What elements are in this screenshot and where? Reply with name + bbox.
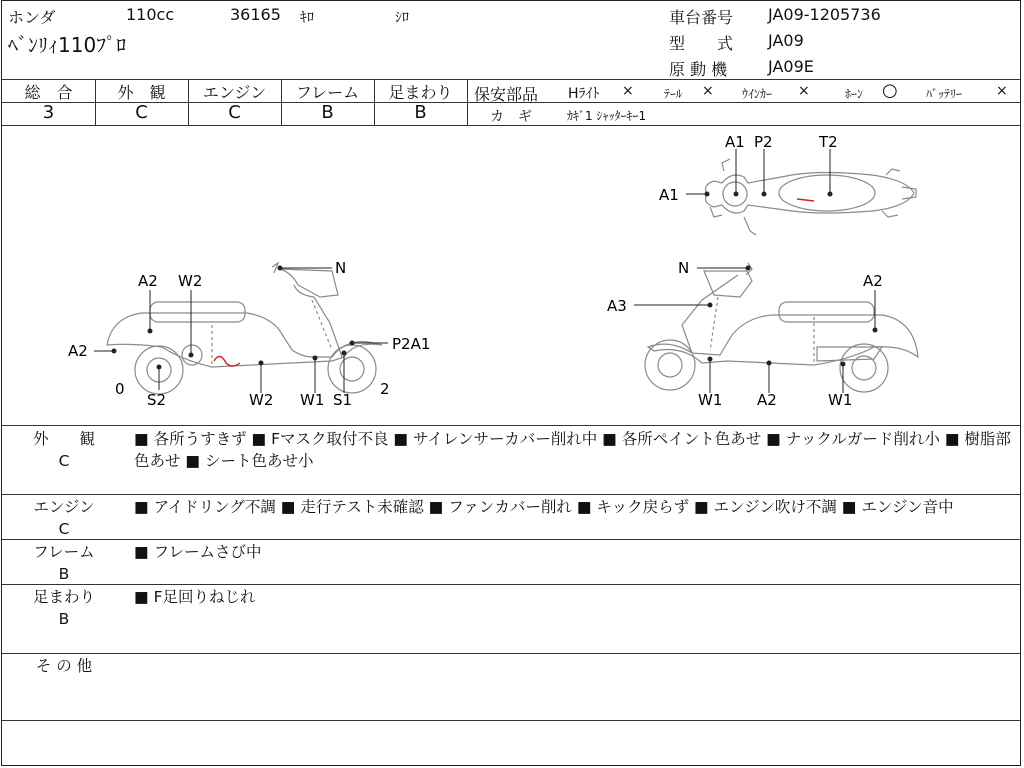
winker-mark: × — [798, 83, 810, 99]
frame-number-label: 車台番号 — [669, 8, 734, 27]
engine-section-label: エンジン — [33, 498, 95, 516]
key-value: ｶｷﾞ1 ｼｬｯﾀｰｷｰ1 — [567, 109, 647, 123]
grade-suspension-value: B — [414, 102, 427, 123]
label-left-2: 2 — [380, 380, 390, 398]
safety-parts-label: 保安部品 — [474, 85, 539, 104]
headlight-mark: × — [622, 83, 634, 99]
battery-mark: × — [996, 83, 1008, 99]
headlight-label: Hﾗｲﾄ — [568, 86, 600, 102]
grade-engine-label: エンジン — [202, 83, 267, 102]
exterior-section-grade: C — [58, 452, 70, 470]
inspection-sheet — [1, 0, 1021, 766]
label-left-0: 0 — [115, 380, 125, 398]
exterior-section-label: 外 観 — [32, 430, 95, 448]
label-right-w1-front: W1 — [698, 391, 723, 409]
label-right-a2-seat: A2 — [863, 272, 883, 290]
body-color: ｼﾛ — [395, 10, 409, 26]
tail-label: ﾃｰﾙ — [664, 87, 683, 101]
label-right-a3: A3 — [607, 297, 627, 315]
suspension-section-grade: B — [58, 610, 70, 628]
other-section-label: そ の 他 — [35, 657, 93, 675]
engine-model-label: 原 動 機 — [669, 60, 728, 79]
frame-section-label: フレーム — [33, 543, 95, 561]
mileage-unit: ｷﾛ — [300, 10, 314, 26]
label-right-a2-floor: A2 — [757, 391, 777, 409]
label-top-t2: T2 — [819, 133, 838, 151]
label-left-p2a1: P2A1 — [392, 335, 431, 353]
label-left-w1: W1 — [300, 391, 325, 409]
exterior-notes: ■ 各所うすきず ■ Fマスク取付不良 ■ サイレンサーカバー削れ中 ■ 各所ペイント色あせ ■ ナックルガード削れ小 ■ 樹脂部色あせ ■ シート色あせ小 — [134, 430, 1011, 470]
label-left-w2-upper: W2 — [178, 272, 203, 290]
engine-section-grade: C — [58, 520, 70, 538]
label-left-s1: S1 — [333, 391, 353, 409]
model-name: ﾍﾞﾝﾘｨ110ﾌﾟﾛ — [8, 33, 127, 57]
label-left-a2-rear: A2 — [68, 342, 88, 360]
engine-notes: ■ アイドリング不調 ■ 走行テスト未確認 ■ ファンカバー削れ ■ キック戻らず ■ エンジン吹け不調 ■ エンジン音中 — [134, 498, 954, 516]
winker-label: ｳｲﾝｶｰ — [742, 87, 773, 101]
label-left-w2-lower: W2 — [249, 391, 274, 409]
label-left-n: N — [335, 259, 347, 277]
scooter-damage-diagram — [2, 125, 1020, 425]
grade-frame-value: B — [321, 102, 334, 123]
grade-suspension-label: 足まわり — [388, 83, 453, 102]
type-label: 型 式 — [669, 34, 734, 53]
horn-label: ﾎｰﾝ — [845, 87, 864, 101]
label-top-a1: A1 — [725, 133, 745, 151]
label-left-a2-seat: A2 — [138, 272, 158, 290]
battery-label: ﾊﾞｯﾃﾘｰ — [926, 87, 963, 101]
label-top-a1-front: A1 — [659, 186, 679, 204]
suspension-notes: ■ F足回りねじれ — [134, 588, 256, 606]
type-value: JA09 — [768, 31, 804, 50]
mileage: 36165 — [230, 5, 281, 24]
label-right-w1-rear: W1 — [828, 391, 853, 409]
engine-model-value: JA09E — [768, 57, 814, 76]
label-top-p2: P2 — [754, 133, 773, 151]
grade-exterior-value: C — [135, 102, 148, 123]
grade-engine-value: C — [228, 102, 241, 123]
grade-exterior-label: 外 観 — [117, 83, 166, 102]
horn-mark: ○ — [882, 80, 898, 101]
frame-section-grade: B — [58, 565, 70, 583]
grade-overall-label: 総 合 — [24, 83, 73, 102]
frame-notes: ■ フレームさび中 — [134, 543, 262, 561]
key-label: カ ギ — [490, 109, 532, 125]
label-left-s2: S2 — [147, 391, 167, 409]
label-right-n: N — [678, 259, 690, 277]
grade-frame-label: フレーム — [295, 83, 360, 102]
frame-number: JA09-1205736 — [768, 5, 881, 24]
grade-overall-value: 3 — [42, 102, 55, 123]
tail-mark: × — [702, 83, 714, 99]
maker-name: ホンダ — [8, 8, 56, 27]
suspension-section-label: 足まわり — [32, 588, 95, 606]
displacement: 110cc — [126, 5, 175, 24]
